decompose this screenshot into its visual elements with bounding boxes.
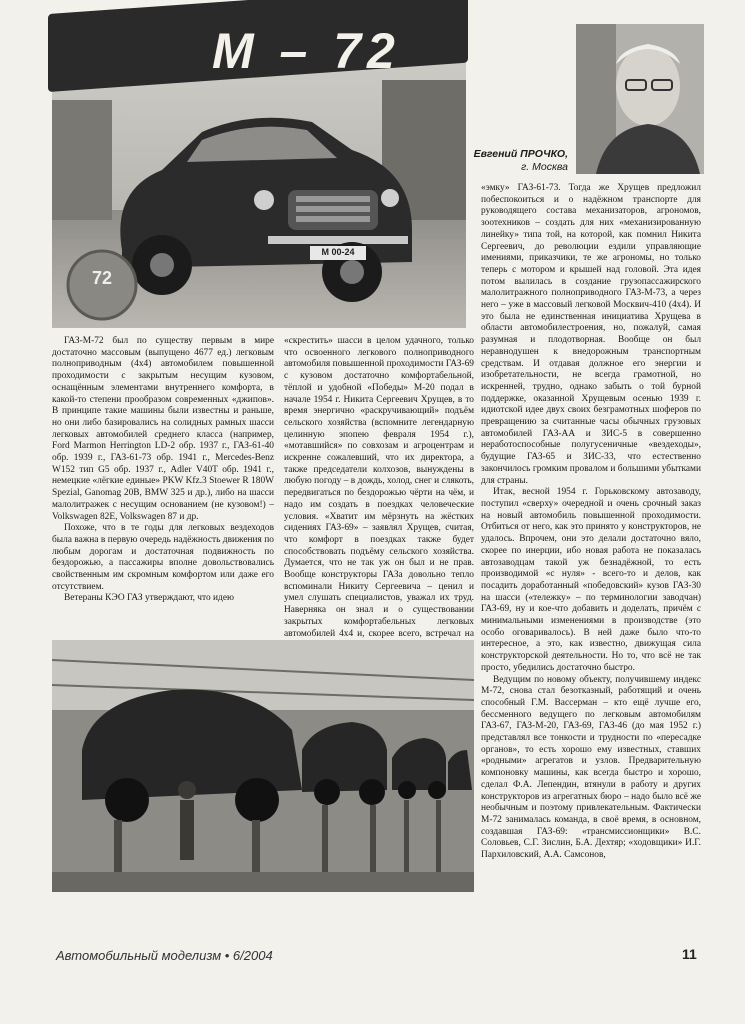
- column-1: [52, 336, 274, 605]
- page-number: 11: [682, 946, 697, 962]
- car-plate: M 00-24: [321, 247, 355, 257]
- column-3: [481, 183, 701, 862]
- paragraph: Похоже, что в те годы для легковых вездеходов была важна в первую очередь надёжность движения по любым дорогам и достаточная подвижность по бездорожью, а пассажиры вполне довольствовались свойственным им скромным комфортом или даже его отсутствием.: [52, 523, 274, 592]
- author-byline: [468, 148, 568, 174]
- magazine-footer: Автомобильный моделизм • 6/2004: [56, 948, 273, 963]
- article-title: M – 72: [212, 23, 401, 79]
- author-portrait: [576, 24, 704, 174]
- paragraph: Итак, весной 1954 г. Горьковскому автозаводу, поступил «сверху» очередной и очень срочный заказ на новый автомобиль повышенной проходимости. Отбиться от него, как это принято у конструкторов, не удалось. Впрочем, они это делали достаточно вяло, скорее по инерции, ибо новая работа не показалась автозаводцам такой уж безнадёжной, то есть производимой «с нуля» - всего-то и делов, как посадить доработанный «победовский» кузов ГАЗ-30 на шасси («тележку» – по терминологии заводчан) ГАЗ-69, ну и кое-что добавить и доделать, причём с минимальными изменениями в производстве (это особо оговаривалось). В ней даже было что-то интересное, а это, как известно, движущая сила конструкторской деятельности. Но то, что всё не так просто, убедились достаточно быстро.: [481, 487, 701, 673]
- badge-text: 72: [91, 268, 113, 288]
- author-city: г. Москва: [521, 161, 568, 173]
- column-2: [284, 336, 474, 652]
- paragraph: «скрестить» шасси в целом удачного, только что освоенного легкового полноприводного автомобиля повышенной проходимости ГАЗ-69 с кузовом достаточно комфортабельной, тёплой и удобной «Победы» М-20 подал в начале 1954 г. Никита Сергеевич Хрущев, в то время энергично «раскручивающий» подъём сельского хозяйства (вспомните легендарную целинную эпопею февраля 1954 г.), «мотавшийся» по совхозам и агроцентрам и искренне сожалевший, что их директора, а также председатели колхозов, вынуждены в любую погоду – в дождь, холод, снег и слякоть, передвигаться по бездорожью чёрти на чём, и надо им создать в поездках человеческие условия. «Хватит им мёрзнуть на жёстких сидениях ГАЗ-69» – заявлял Хрущев, считая, что комфорт в поездках также будет способствовать подъёму сельского хозяйства. Думается, что не так уж он был и не прав. Вообще конструкторы ГАЗа довольно тепло вспоминали Никиту Сергеевича – ценил и умел слушать специалистов, уважал их труд. Наверняка он знал и о существовании закрытых комфортабельных легковых автомобилей 4х4 и, скорее всего, встречал на: [284, 336, 474, 639]
- paragraph: «эмку» ГАЗ-61-73. Тогда же Хрущев предложил побеспокоиться и о надёжном транспорте для руководящего состава механизаторов, агрономов, зоотехников – создать для них «механизированную линейку» типа той, на которой, как помнил Никита Сергеевич, до революции ездили управляющие имениями, приказчики, те же агрономы, но только теперь с мотором и крышей над головой. Эта идея потом вылилась в создание грузопассажирского малолитражного полноприводного ГАЗ-М-73, а через него – уже в массовый легковой Москвич-410 (4х4). И это была не единственная инициатива Хрущева в области автомобилестроения, но, пожалуй, самая разумная и плодотворная. Вообще он был неравнодушен к внедорожным транспортным средствам. И отдавая должное его энергии и изобретательности, не всегда грамотной, но искренней, трудно, однако забыть о той бурной поддержке, оказанной Хрущевым осенью 1939 г. идиотской идее двух своих безграмотных шоферов по превращению за считанные часы обычных грузовых автомобилей ГАЗ-АА и ЗИС-5 в совершенно неработоспособные полугусеничные «вездеходы», будущие ГАЗ-65 и ЗИС-33, что естественно закончилось громким провалом и большими убытками для страны.: [481, 183, 701, 486]
- author-name: Евгений ПРОЧКО,: [473, 148, 568, 160]
- paragraph: ГАЗ-М-72 был по существу первым в мире достаточно массовым (выпущено 4677 ед.) легковым полноприводным (4х4) автомобилем повышенной проходимости с закрытым несущим кузовом, оснащённым элементами внутреннего комфорта, в какой-то степени прообразом современных «джипов». В принципе такие машины были известны и раньше, но они либо базировались на солидных рамных шасси легковых автомобилей среднего класса (например, Ford Marmon Herrington LD-2 обр. 1937 г., ГАЗ-61-40 обр. 1939 г., ГАЗ-61-73 обр. 1941 г., Mercedes-Benz W152 тип G5 обр. 1937 г., Adler V40T обр. 1941 г., немецкие «лёгкие единые» PKW Kfz.3 Stoewer R 180W Spezial, Ganomag 20B, BMW 325 и др.), либо на шасси малолитражек с несущим основанием (не кузовом!) – Volkswagen 82E, Volkswagen 87 и др.: [52, 336, 274, 522]
- factory-photo: [52, 640, 474, 892]
- paragraph: Ведущим по новому объекту, получившему индекс М-72, снова стал безотказный, работящий и очень способный Г.М. Вассерман – кто ещё лучше его, бессменного ведущего по легковым автомобилям ГАЗ-67, ГАЗ-М-20, ГАЗ-69, ГАЗ-46 (до мая 1952 г.) представлял все тонкости и трудности по «пересадке органов», то есть хорошо ему известных, ставших «родными» агрегатов и узлов. Предварительную компоновку машины, как всегда быстро и хорошо, сделал Ф.А. Лепендин, втянули в работу и других конструкторов из агрегатных бюро – надо было всё же необычным и поэтому привлекательным. Фактически М-72 занималась команда, в своё время, в основном, создавшая ГАЗ-69: «трансмиссионщики» В.С. Соловьев, С.Г. Зислин, Б.А. Дехтяр; «ходовщики» И.Г. Пархиловский, А.А. Самсонов,: [481, 674, 701, 861]
- paragraph: Ветераны КЭО ГАЗ утверждают, что идею: [64, 593, 234, 604]
